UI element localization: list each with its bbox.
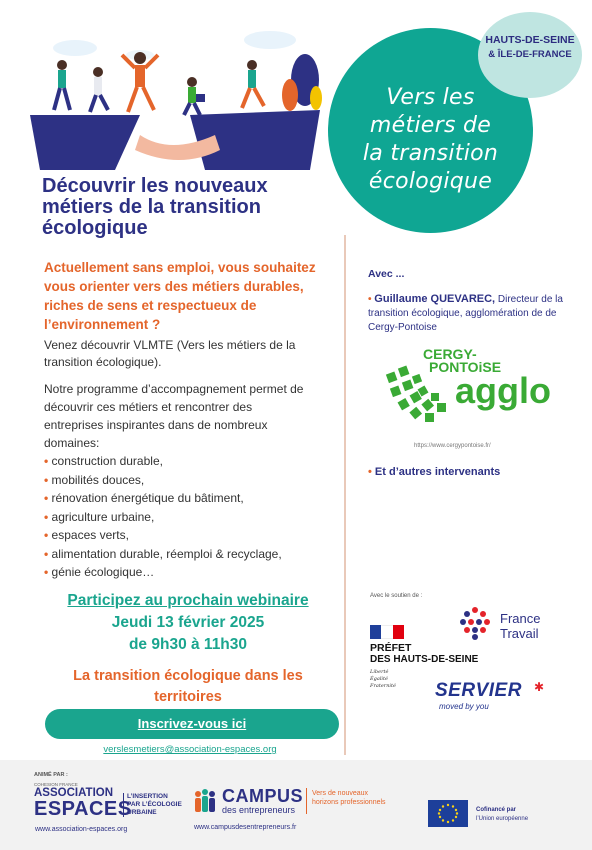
intro-paragraph bbox=[44, 337, 334, 371]
paragraph-line: Notre programme d’accompagnement permet de bbox=[44, 382, 304, 396]
domain-item: • mobilités douces, bbox=[44, 471, 334, 490]
domain-item: • construction durable, bbox=[44, 452, 334, 471]
page-title bbox=[42, 176, 332, 239]
asso-small-label: COHESION FRANCE bbox=[34, 782, 78, 787]
domains-list bbox=[44, 452, 334, 582]
asso-line-1: ASSOCIATION bbox=[34, 787, 114, 799]
paragraph-line: transition écologique). bbox=[44, 355, 162, 369]
asso-tagline bbox=[123, 793, 182, 817]
register-button[interactable]: Inscrivez-vous ici bbox=[45, 709, 339, 739]
support-label: Avec le soutien de : bbox=[370, 593, 423, 599]
campus-line-1: CAMPUS bbox=[222, 786, 304, 806]
contact-email-link[interactable]: verslesmetiers@association-espaces.org bbox=[103, 744, 277, 755]
page-title-line: écologique bbox=[42, 217, 148, 239]
avec-label: Avec ... bbox=[368, 268, 405, 280]
domain-item: • alimentation durable, réemploi & recyclage, bbox=[44, 545, 334, 564]
domain-item: • agriculture urbaine, bbox=[44, 508, 334, 527]
speaker-entry bbox=[368, 292, 586, 335]
agglo-logo-line-2: PONTOiSE bbox=[429, 359, 502, 375]
campus-url-link[interactable]: www.campusdesentrepreneurs.fr bbox=[194, 824, 297, 831]
other-speakers-label: Et d’autres intervenants bbox=[374, 466, 501, 478]
prefet-motto: Liberté bbox=[370, 669, 389, 675]
asso-tagline-line: URBAINE bbox=[127, 809, 157, 816]
asso-tagline-line: PAR L’ÉCOLOGIE bbox=[127, 801, 182, 808]
intro-line: Actuellement sans emploi, vous souhaitez bbox=[44, 260, 316, 275]
webinar-theme bbox=[40, 666, 336, 708]
agglo-logo-line-3: agglo bbox=[455, 370, 551, 411]
intro-line: l’environnement ? bbox=[44, 317, 161, 332]
banner-title-line: métiers de bbox=[369, 113, 492, 138]
domain-item: • espaces verts, bbox=[44, 526, 334, 545]
paragraph-line: Venez découvrir VLMTE (Vers les métiers de la bbox=[44, 338, 296, 352]
prefet-line-2: DES HAUTS-DE-SEINE bbox=[370, 654, 479, 665]
prefet-motto: Égalité bbox=[370, 676, 388, 682]
campus-tagline-line: Vers de nouveaux bbox=[312, 790, 369, 797]
paragraph-line: entreprises inspirantes dans de nombreux bbox=[44, 418, 268, 432]
page-title-line: Découvrir les nouveaux bbox=[42, 175, 268, 197]
other-speakers bbox=[368, 466, 500, 478]
region-badge bbox=[478, 12, 582, 98]
hero-illustration bbox=[20, 10, 330, 170]
france-travail-line-2: Travail bbox=[500, 626, 539, 641]
intro-line: vous orienter vers des métiers durables, bbox=[44, 279, 304, 294]
eu-flag-icon bbox=[428, 800, 468, 827]
agglo-url[interactable]: https://www.cergypontoise.fr/ bbox=[414, 443, 491, 449]
campus-tagline-line: horizons professionnels bbox=[312, 799, 386, 806]
banner-title-line: écologique bbox=[368, 169, 493, 194]
eu-line-2: l’Union européenne bbox=[476, 816, 529, 822]
theme-line: La transition écologique dans les bbox=[73, 668, 303, 684]
speaker-name: Guillaume QUEVAREC, bbox=[374, 293, 496, 305]
campus-people-icon bbox=[192, 788, 218, 814]
servier-name: SERVIER bbox=[435, 680, 522, 701]
banner-title-line: la transition bbox=[362, 141, 499, 166]
france-travail-line-1: France bbox=[500, 611, 541, 626]
region-line-1: HAUTS-DE-SEINE bbox=[485, 34, 575, 46]
webinar-info bbox=[40, 590, 336, 656]
prefet-line-1: PRÉFET bbox=[370, 642, 412, 654]
cergy-pontoise-agglo-logo bbox=[385, 345, 565, 425]
campus-tagline bbox=[312, 789, 386, 807]
column-divider bbox=[344, 235, 346, 755]
eu-cofinance-text bbox=[476, 806, 528, 824]
speaker-role: Directeur de la transition écologique, agglomération de de Cergy-Pontoise bbox=[368, 294, 563, 333]
servier-logo bbox=[435, 680, 555, 711]
webinar-time: de 9h30 à 11h30 bbox=[128, 636, 248, 653]
france-travail-text bbox=[500, 611, 540, 641]
theme-line: territoires bbox=[154, 689, 222, 705]
bullet-icon: • bbox=[368, 294, 372, 305]
agglo-logo-line-1: CERGY- bbox=[423, 346, 477, 362]
program-paragraph bbox=[44, 380, 334, 452]
page-title-line: métiers de la transition bbox=[42, 196, 261, 218]
bullet-icon: • bbox=[368, 466, 372, 478]
asso-tagline-line: L’INSERTION bbox=[127, 793, 168, 800]
banner-title-line: Vers les bbox=[386, 85, 475, 110]
eu-line-1: Cofinancé par bbox=[476, 807, 517, 813]
french-flag-icon bbox=[370, 625, 404, 639]
star-icon: ✱ bbox=[534, 680, 545, 694]
servier-tagline: moved by you bbox=[439, 702, 489, 711]
webinar-heading: Participez au prochain webinaire bbox=[67, 592, 309, 609]
asso-line-2: ESPACES bbox=[34, 798, 132, 820]
prefet-motto: Fraternité bbox=[370, 683, 396, 689]
intro-question bbox=[44, 258, 334, 334]
campus-entrepreneurs-logo bbox=[192, 786, 422, 818]
intro-line: riches de sens et respectueux de bbox=[44, 298, 257, 313]
campus-divider bbox=[306, 788, 307, 814]
paragraph-line: domaines: bbox=[44, 436, 100, 450]
anime-par-label: ANIMÉ PAR : bbox=[34, 772, 68, 778]
campus-line-2: des entrepreneurs bbox=[222, 805, 296, 815]
association-espaces-logo bbox=[34, 782, 184, 820]
region-line-2: & ÎLE-DE-FRANCE bbox=[488, 49, 572, 60]
domain-item: • rénovation énergétique du bâtiment, bbox=[44, 489, 334, 508]
webinar-date: Jeudi 13 février 2025 bbox=[111, 614, 265, 631]
domain-item: • génie écologique… bbox=[44, 563, 334, 582]
asso-url-link[interactable]: www.association-espaces.org bbox=[35, 826, 128, 833]
paragraph-line: découvrir ces métiers et rencontrer des bbox=[44, 400, 253, 414]
